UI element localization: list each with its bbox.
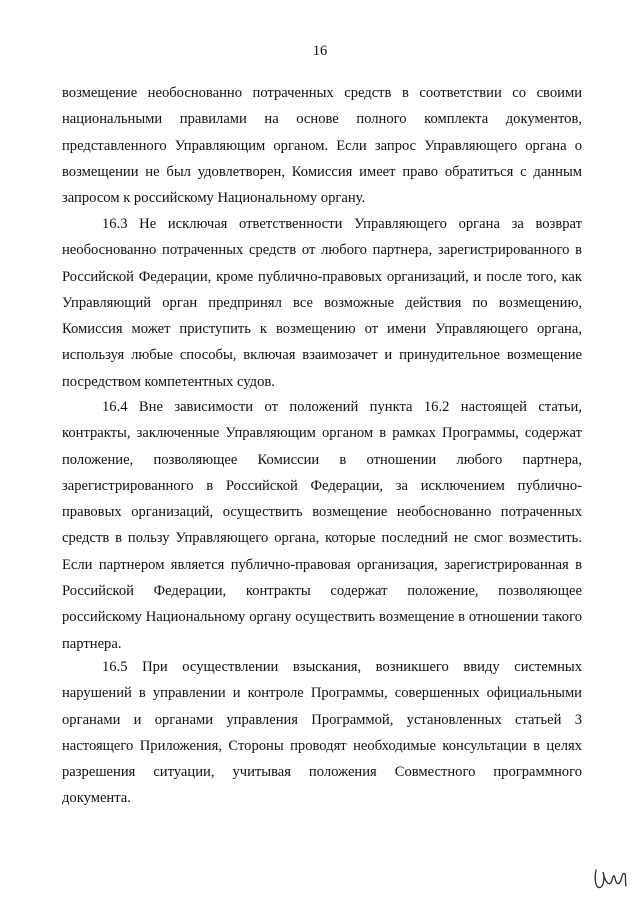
paragraph-16-5: 16.5 При осуществлении взыскания, возникшего ввиду системных нарушений в управлении и контроле Программы, совершенных официальными органами и органами управления Программой, установленных статьей 3 настоящего Приложения, Стороны проводят необходимые консультации в целях разрешения ситуации, учитывая положения Совместного программного документа. [62, 659, 582, 807]
paragraph-16-3: 16.3 Не исключая ответственности Управляющего органа за возврат необоснованно потраченных средств от любого партнера, зарегистрированного в Российской Федерации, кроме публично-правовых организаций, и после того, как Управляющий орган предпринял все возможные действия по возмещению, Комиссия может приступить к возмещению от имени Управляющего органа, используя любые способы, включая взаимозачет и принудительное возмещение посредством компетентных судов. [62, 216, 582, 390]
page-number: 16 [312, 43, 328, 59]
handwritten-initials [592, 860, 632, 894]
paragraph-16-4: 16.4 Вне зависимости от положений пункта 16.2 настоящей статьи, контракты, заключенные Управляющим органом в рамках Программы, содержат положение, позволяющее Комиссии в отношении любого партнера, зарегистрированного в Российской Федерации, за исключением публично-правовых организаций, осуществить возмещение необоснованно потраченных средств в пользу Управляющего органа, которые последний не смог возместить. Если партнером является публично-правовая организация, зарегистрированная в Российской Федерации, контракты содержат положение, позволяющее российскому Национальному органу осуществить возмещение в отношении такого партнера. [62, 399, 582, 652]
paragraph-continuation: возмещение необоснованно потраченных средств в соответствии со своими национальными правилами на основе полного комплекта документов, представленного Управляющим органом. Если запрос Управляющего органа о возмещении не был удовлетворен, Комиссия имеет право обратиться с данным запросом к российскому Национальному органу. [62, 85, 582, 207]
